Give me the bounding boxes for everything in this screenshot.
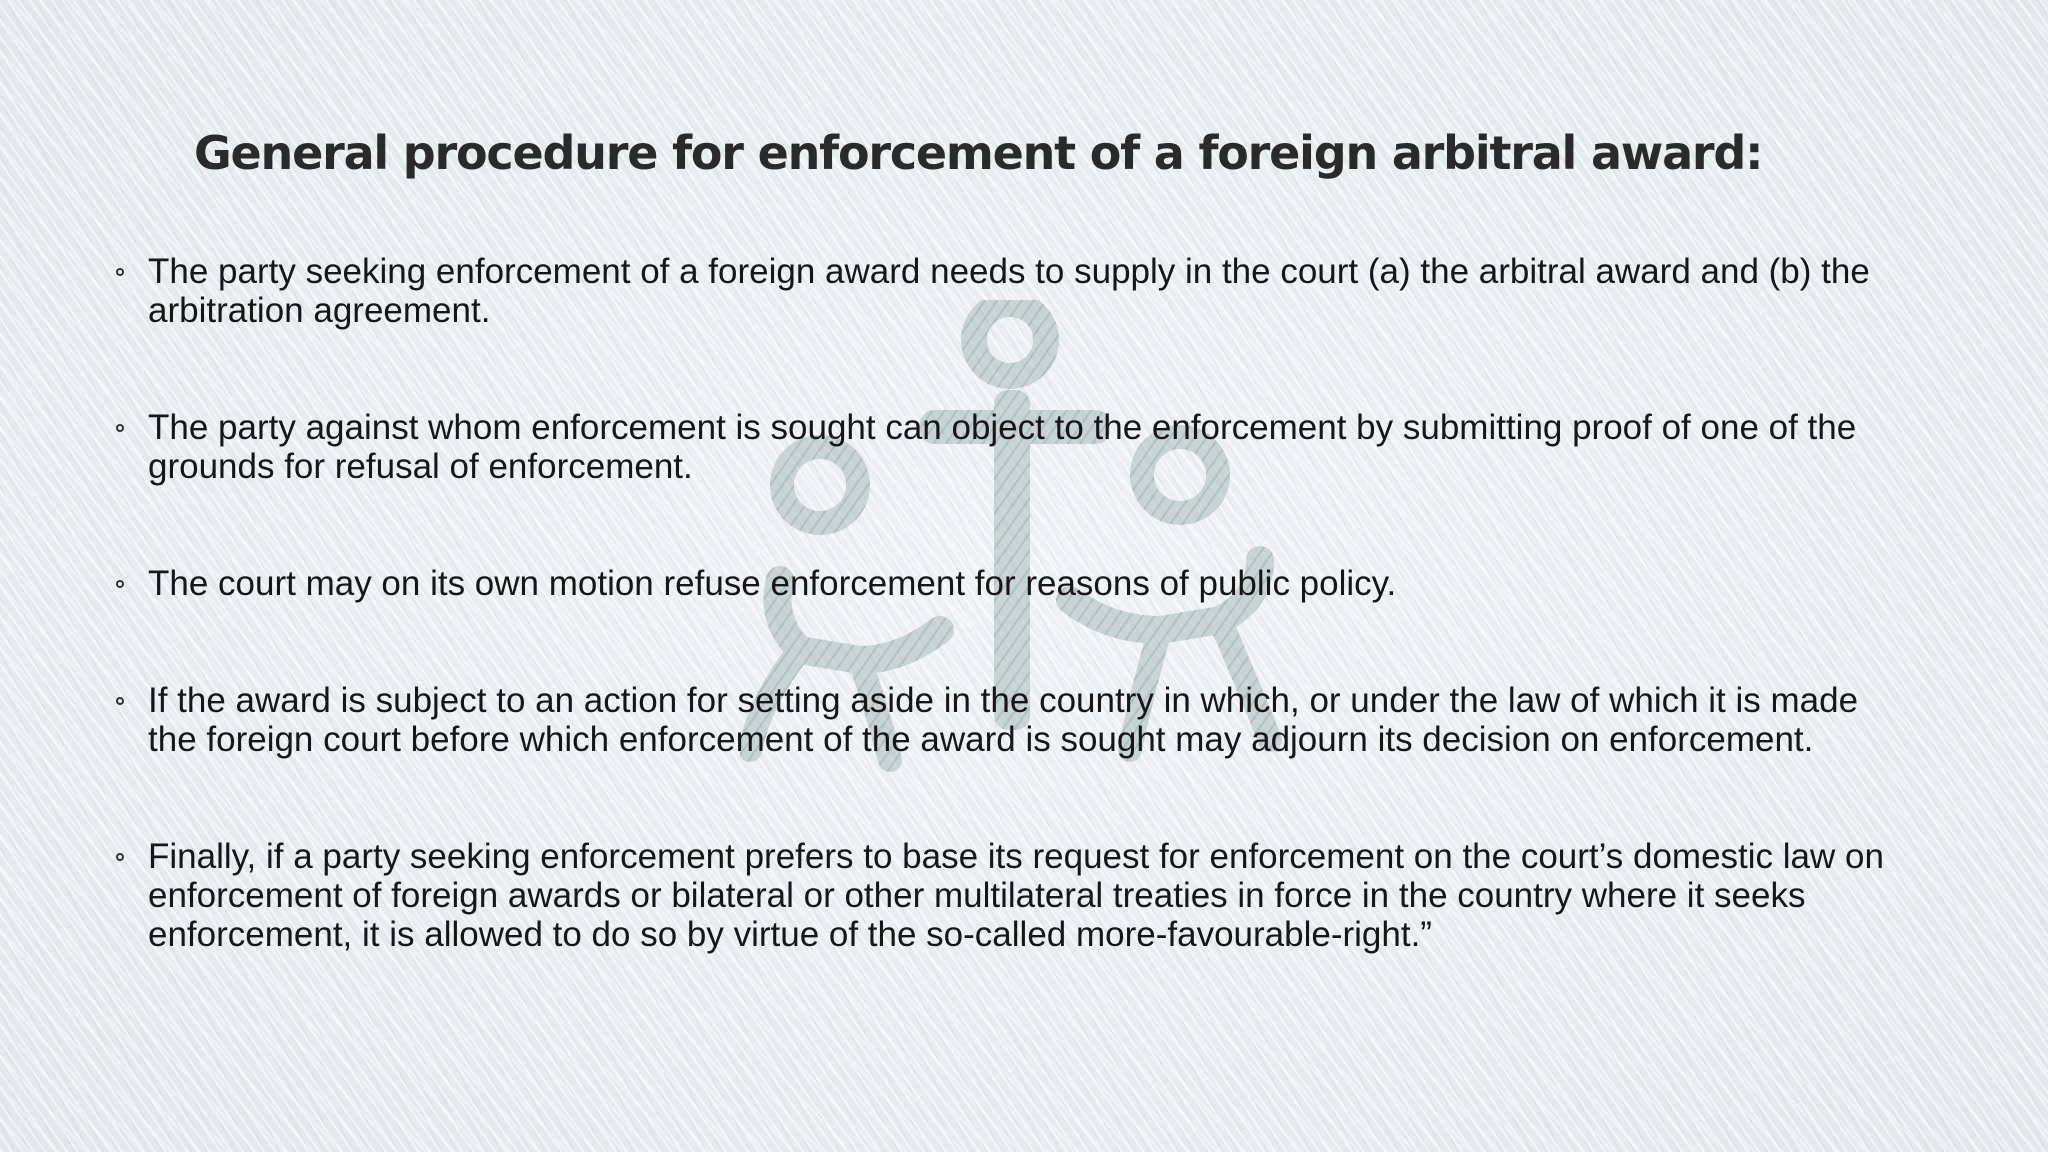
bullet-item-3 — [112, 564, 1912, 603]
bullet-marker — [116, 697, 124, 705]
bullet-item-2 — [112, 408, 1912, 486]
bullet-marker — [116, 853, 124, 861]
bullet-marker — [116, 268, 124, 276]
bullet-text: If the award is subject to an action for setting aside in the country in which, or under the law of which it is made the foreign court before which enforcement of the award is sought may adjourn its decision on enforcement. — [148, 681, 1859, 759]
bullet-text: The party seeking enforcement of a foreign award needs to supply in the court (a) the arbitral award and (b) the arbitration agreement. — [148, 252, 1870, 330]
bullet-marker — [116, 580, 124, 588]
bullet-item-5 — [112, 837, 1912, 954]
slide-title: General procedure for enforcement of a foreign arbitral award: — [194, 126, 1763, 180]
bullet-item-1 — [112, 252, 1912, 330]
bullet-item-4 — [112, 681, 1912, 759]
bullet-text: The party against whom enforcement is sought can object to the enforcement by submitting proof of one of the grounds for refusal of enforcement. — [148, 408, 1857, 486]
bullet-list — [112, 252, 1912, 1032]
bullet-text: Finally, if a party seeking enforcement prefers to base its request for enforcement on the court’s domestic law on enforcement of foreign awards or bilateral or other multilateral treaties in force in the country where it seeks enforcement, it is allowed to do so by virtue of the so-called more-favourable-right.” — [148, 837, 1884, 954]
bullet-text: The court may on its own motion refuse enforcement for reasons of public policy. — [148, 564, 1397, 603]
bullet-marker — [116, 424, 124, 432]
